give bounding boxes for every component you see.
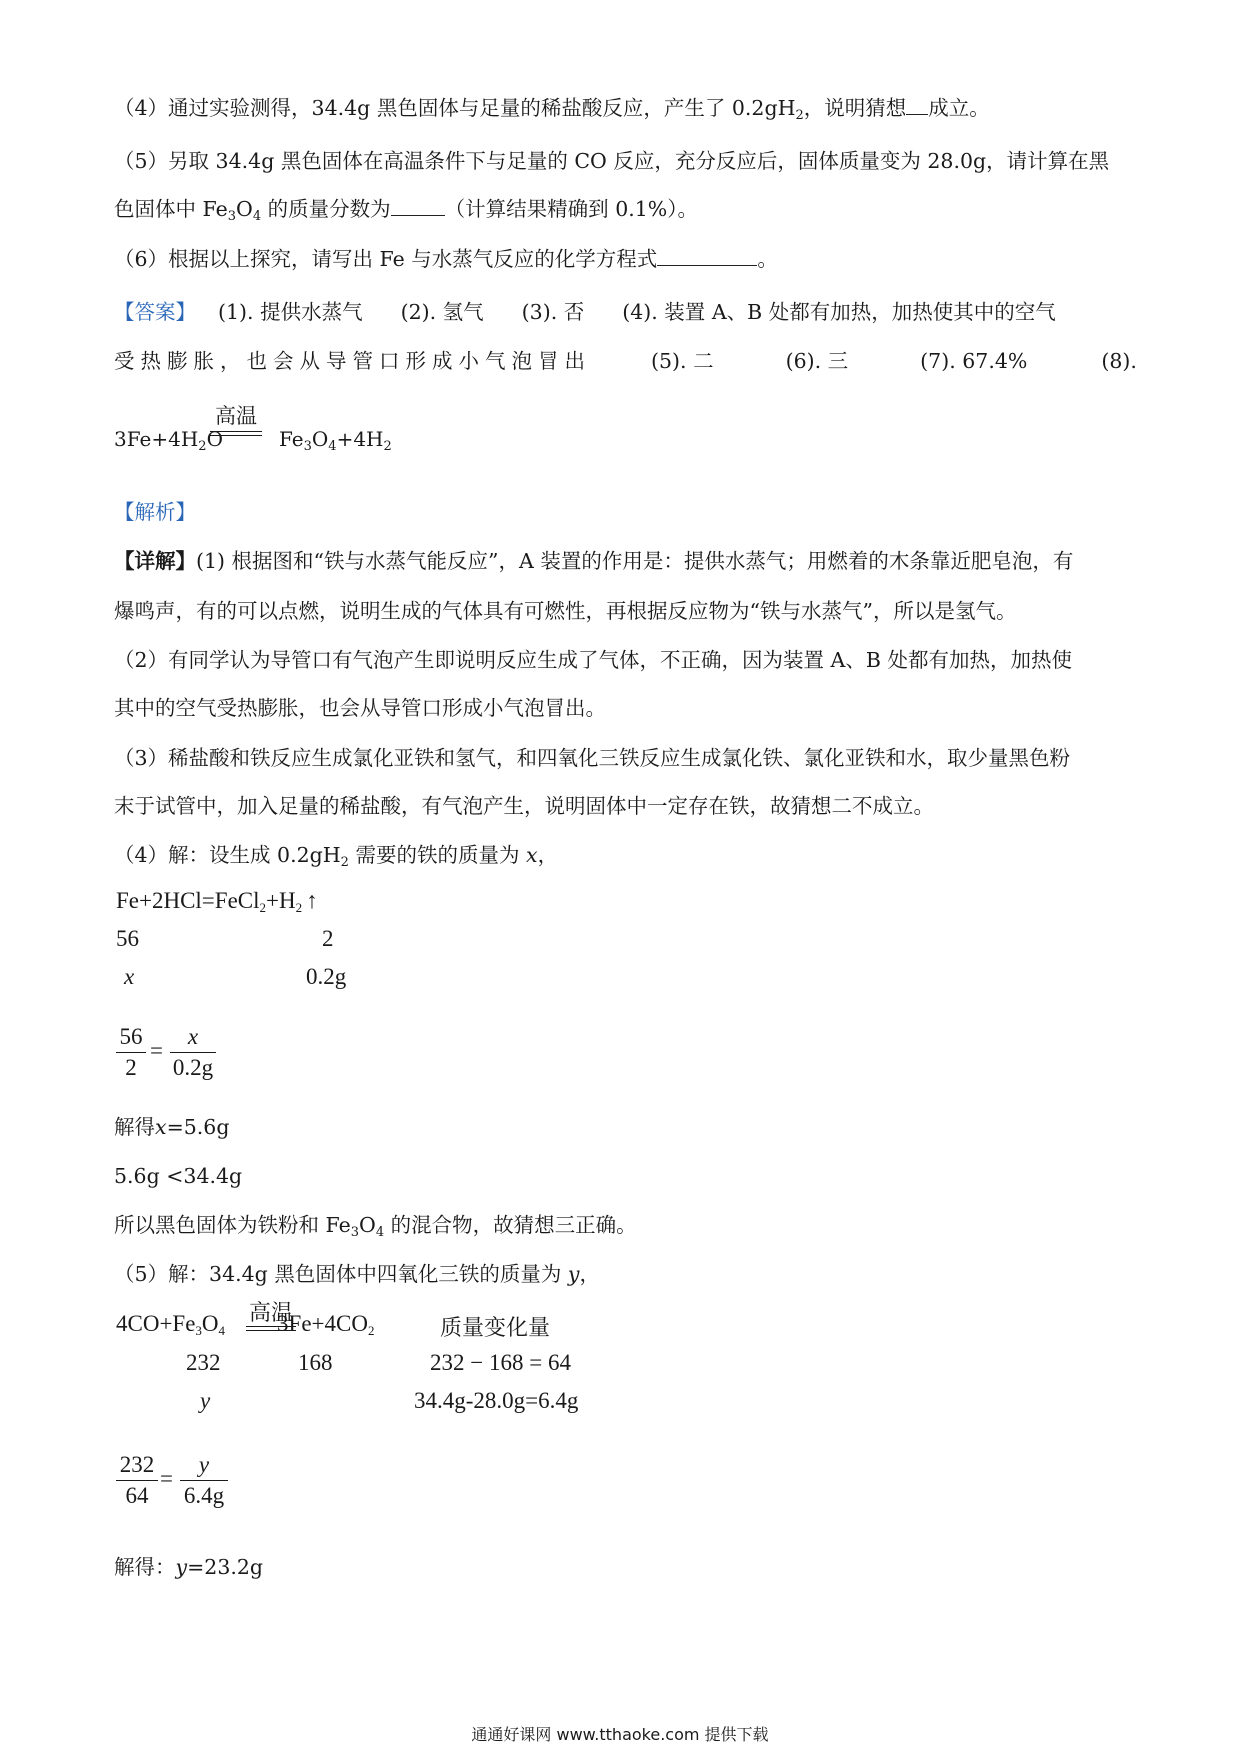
answer-blank	[657, 245, 757, 266]
calc1-conclusion: 所以黑色固体为铁粉和 $Fe_3O_4$ 的混合物，故猜想三正确。	[114, 1213, 637, 1240]
calc2-intro: （5）解：34.4g 黑色固体中四氧化三铁的质量为 y，	[114, 1262, 600, 1286]
detail-p3-line1: （3）稀盐酸和铁反应生成氯化亚铁和氢气，和四氧化三铁反应生成氯化铁、氯化亚铁和水，取少量黑色粉	[114, 746, 1071, 770]
detail-p2-line1: （2）有同学认为导管口有气泡产生即说明反应生成了气体，不正确，因为装置 A、B 处都有加热，加热使	[114, 648, 1072, 672]
answer-blank	[391, 195, 445, 216]
detail-p1-line2: 爆鸣声，有的可以点燃，说明生成的气体具有可燃性，再根据反应物为“铁与水蒸气”，所以是氢气。	[114, 599, 1017, 623]
calc1-solve: 解得x=5.6g	[114, 1115, 230, 1139]
answer-line1: 【答案】 (1). 提供水蒸气 (2). 氢气 (3). 否 (4). 装置 A、B 处都有加热，加热使其中的空气	[114, 300, 1056, 324]
detail-p3-line2: 末于试管中，加入足量的稀盐酸，有气泡产生，说明固体中一定存在铁，故猜想二不成立。	[114, 794, 934, 818]
page-footer: 通通好课网 www.tthaoke.com 提供下载	[471, 1725, 769, 1744]
answer-tag: 【答案】	[114, 300, 196, 324]
answer-blank	[906, 94, 928, 115]
question-5-line2: 色固体中 $Fe_3O_4$ 的质量分数为 （计算结果精确到 0.1%）。	[114, 197, 699, 224]
condition-high-temp: 高温	[248, 1301, 293, 1326]
detail-p4: （4）解：设生成 $0.2gH_2$ 需要的铁的质量为 x，	[114, 843, 559, 870]
detail-p1-line1: 【详解】(1) 根据图和“铁与水蒸气能反应”，A 装置的作用是：提供水蒸气；用燃着的木条靠近肥皂泡，有	[114, 549, 1074, 573]
question-6: （6）根据以上探究，请写出 Fe 与水蒸气反应的化学方程式 。	[114, 247, 778, 271]
document-page: （4）通过实验测得，34.4g 黑色固体与足量的稀盐酸反应，产生了 $0.2gH_2$，说明猜想 成立。 （5）另取 34.4g 黑色固体在高温条件下与足量的 CO 反应，充分反应后，固体质量变为 28.0g，请计算在黑 色固体中 $Fe_3O_4$ 的质量分数为 （计算结果精确到 0.1%）。 （6）根据以上探究，请写出 Fe 与水蒸气反应的化学方程式 。 【答案】 (1). 提供水蒸气 (2). 氢气 (3). 否 (4). 装置 A、B 处都有加热，加热使其中的空气 受热膨胀，也会从导管口形成小气泡冒出 (5). 二 (6). 三 (7). 67.4% (8). $3Fe+4H_2O$ $Fe_3O_4+4H_2$ 高温 【解析】 【详解】(1) 根据图和“铁与水蒸气能反应”，A 装置的作用是：提供水蒸气；用燃着的木条靠近肥皂泡，有 爆鸣声，有的可以点燃，说明生成的气体具有可燃性，再根据反应物为“铁与水蒸气”，所以是氢气。 （2）有同学认为导管口有气泡产生即说明反应生成了气体，不正确，因为装置 A、B 处都有加热，加热使 其中的空气受热膨胀，也会从导管口形成小气泡冒出。 （3）稀盐酸和铁反应生成氯化亚铁和氢气，和四氧化三铁反应生成氯化铁、氯化亚铁和水，取少量黑色粉 末于试管中，加入足量的稀盐酸，有气泡产生，说明固体中一定存在铁，故猜想二不成立。 （4）解：设生成 $0.2gH_2$ 需要的铁的质量为 x， $Fe+2HCl=FeCl_2+H_2$ ↑ 56 2 x 0.2g 56 2 = x 0.2g 解得x=5.6g 5.6g <34.4g 所以黑色固体为铁粉和 $Fe_3O_4$ 的混合物，故猜想三正确。 （5）解：34.4g 黑色固体中四氧化三铁的质量为 y， $4CO+Fe_3O_4$ $3Fe+4CO_2$ 高温 质量变化量 232 168 232 − 168 = 64 y 34.4g-28.0g=6.4g 232 64 = y 6.4g 解得：y=23.2g 通通好课网 www.tthaoke.com 提供下载	[0, 0, 1240, 1754]
question-5-line1: （5）另取 34.4g 黑色固体在高温条件下与足量的 CO 反应，充分反应后，固体质量变为 28.0g，请计算在黑	[114, 149, 1110, 173]
answer-line2: 受热膨胀，也会从导管口形成小气泡冒出 (5). 二 (6). 三 (7). 67.4% (8).	[114, 349, 1137, 373]
detail-p2-line2: 其中的空气受热膨胀，也会从导管口形成小气泡冒出。	[114, 696, 606, 720]
question-4: （4）通过实验测得，34.4g 黑色固体与足量的稀盐酸反应，产生了 $0.2gH_2$，说明猜想 成立。	[114, 96, 990, 123]
calc1-compare: 5.6g <34.4g	[114, 1164, 243, 1188]
calc2-solve: 解得：y=23.2g	[114, 1555, 264, 1579]
double-arrow	[210, 431, 262, 436]
double-arrow	[246, 1326, 296, 1331]
condition-high-temp: 高温	[215, 404, 257, 428]
analysis-tag: 【解析】	[114, 500, 196, 524]
